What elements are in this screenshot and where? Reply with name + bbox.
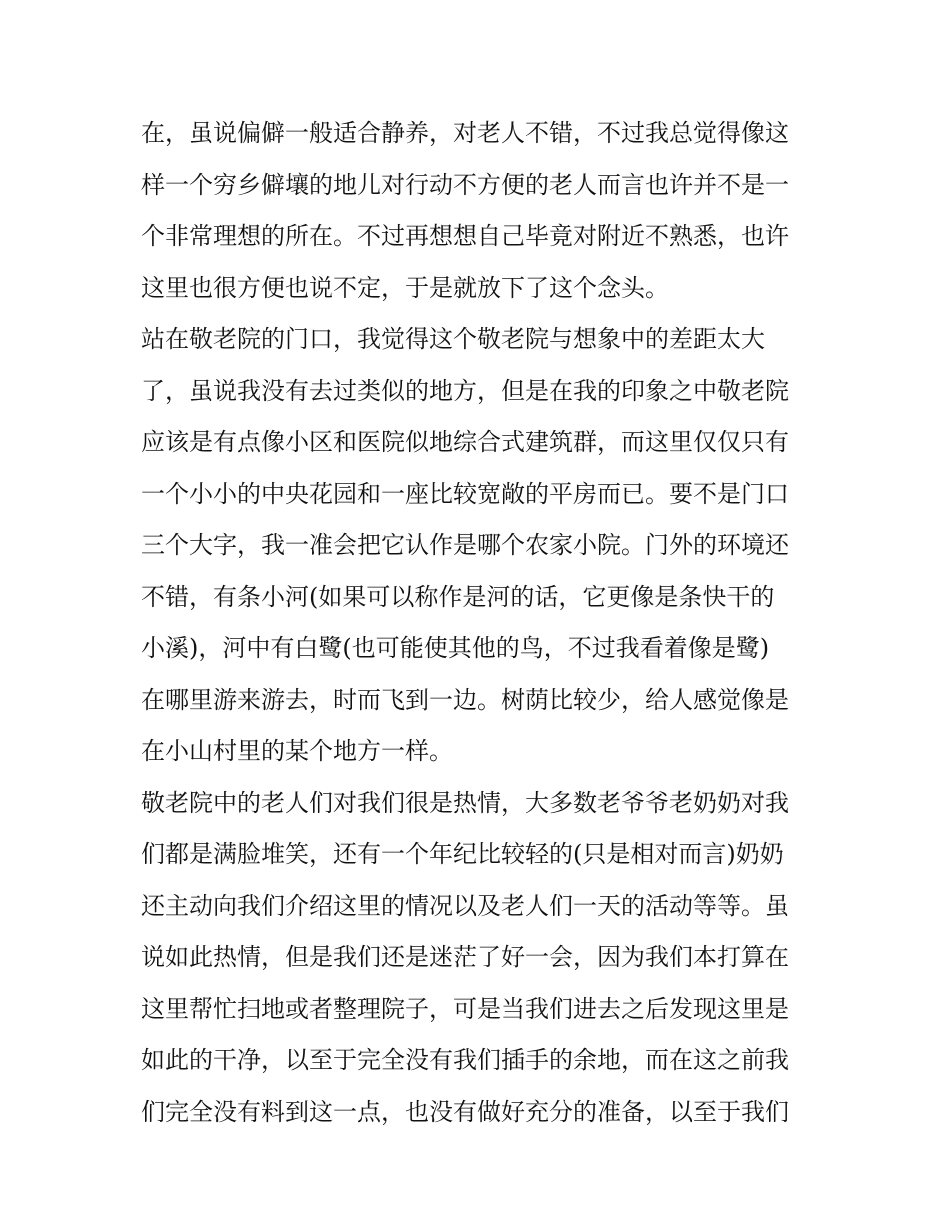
text-line: 不错，有条小河(如果可以称作是河的话，它更像是条快干的 xyxy=(141,582,775,611)
text-line: 这里也很方便也说不定，于是就放下了这个念头。 xyxy=(141,273,669,302)
text-line: 们都是满脸堆笑，还有一个年纪比较轻的(只是相对而言)奶奶 xyxy=(141,840,784,868)
paragraph-3 xyxy=(141,778,813,1139)
text-line: 一个小小的中央花园和一座比较宽敞的平房而已。要不是门口 xyxy=(141,479,789,508)
text-line: 如此的干净，以至于完全没有我们插手的余地，而在这之前我 xyxy=(141,1046,789,1074)
text-line: 了，虽说我没有去过类似的地方，但是在我的印象之中敬老院 xyxy=(141,376,789,405)
text-line: 样一个穷乡僻壤的地儿对行动不方便的老人而言也许并不是一 xyxy=(141,170,789,199)
text-line: 还主动向我们介绍这里的情况以及老人们一天的活动等等。虽 xyxy=(141,891,789,920)
text-line: 个非常理想的所在。不过再想想自己毕竟对附近不熟悉，也许 xyxy=(141,222,789,250)
text-line: 三个大字，我一准会把它认作是哪个农家小院。门外的环境还 xyxy=(141,531,789,559)
text-line: 这里帮忙扫地或者整理院子，可是当我们进去之后发现这里是 xyxy=(141,994,789,1023)
text-line: 在小山村里的某个地方一样。 xyxy=(141,737,453,765)
text-line: 在哪里游来游去，时而飞到一边。树荫比较少，给人感觉像是 xyxy=(141,685,789,714)
text-line: 们完全没有料到这一点，也没有做好充分的准备，以至于我们 xyxy=(141,1097,789,1126)
text-line: 说如此热情，但是我们还是迷茫了好一会，因为我们本打算在 xyxy=(141,943,789,971)
text-line: 应该是有点像小区和医院似地综合式建筑群，而这里仅仅只有 xyxy=(141,428,789,456)
text-line: 小溪)，河中有白鹭(也可能使其他的鸟，不过我看着像是鹭) xyxy=(141,634,770,662)
paragraph-1 xyxy=(141,108,813,314)
text-line: 敬老院中的老人们对我们很是热情，大多数老爷爷老奶奶对我 xyxy=(141,788,789,817)
text-line: 在，虽说偏僻一般适合静养，对老人不错，不过我总觉得像这 xyxy=(141,119,789,147)
paragraph-2 xyxy=(141,314,813,778)
text-line: 站在敬老院的门口，我觉得这个敬老院与想象中的差距太大 xyxy=(141,325,765,353)
body-text xyxy=(141,108,813,1138)
